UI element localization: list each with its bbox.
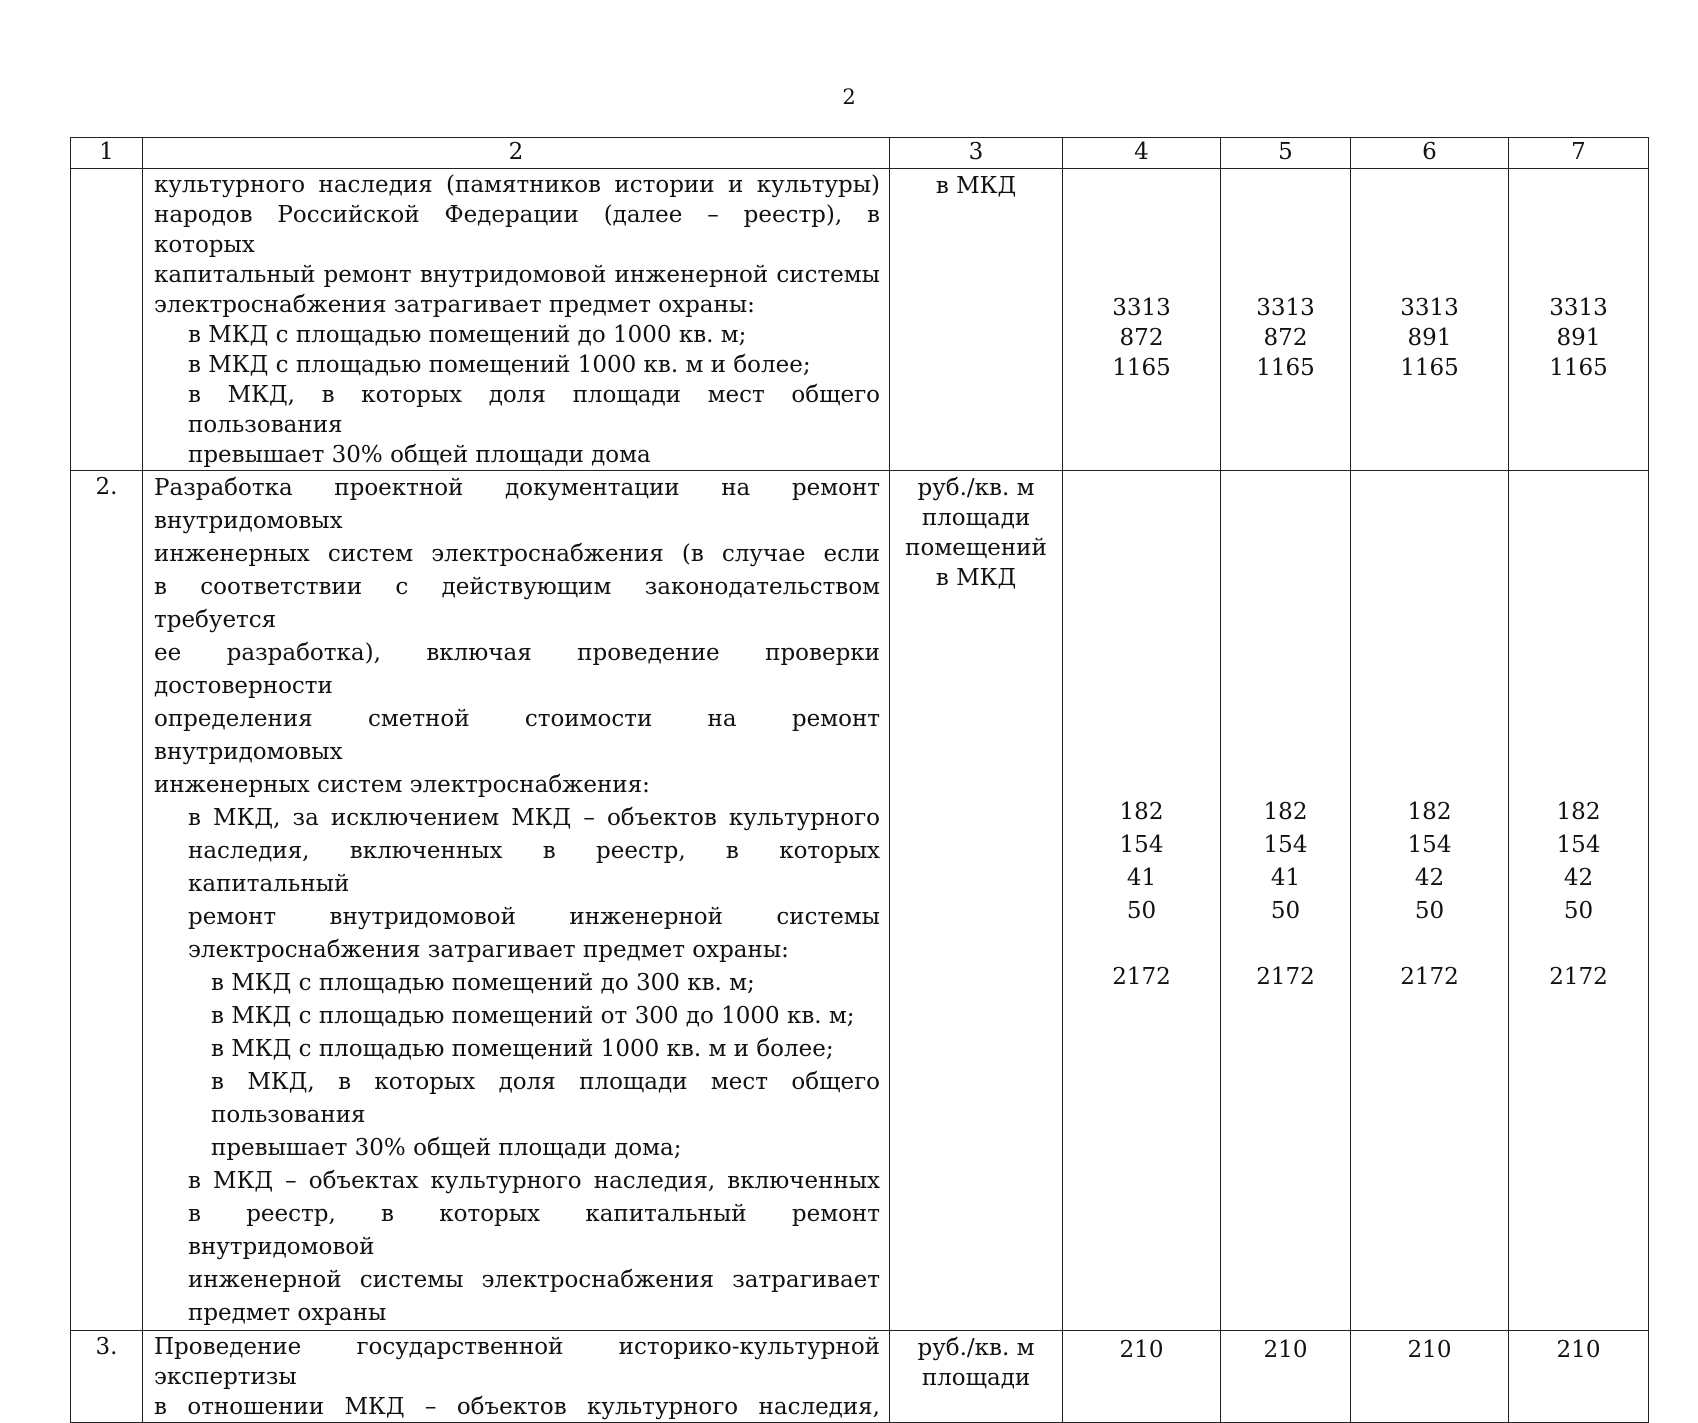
value: 154: [1556, 832, 1601, 858]
value-cell-col-6: [1351, 169, 1509, 471]
row-number: 3.: [71, 1331, 143, 1423]
row-description: [143, 169, 890, 471]
desc-line: электроснабжения затрагивает предмет охраны:: [154, 292, 755, 318]
value-cell-col-6: [1351, 1331, 1509, 1423]
value-cell-col-4: [1063, 1331, 1221, 1423]
value: 182: [1407, 799, 1452, 825]
value: 42: [1414, 865, 1445, 891]
table-row-3: [71, 1331, 1649, 1423]
value: 50: [1414, 898, 1445, 924]
value: 1165: [1256, 355, 1315, 381]
value-cell-col-7: [1509, 471, 1649, 1331]
value: 891: [1556, 325, 1601, 351]
value: 182: [1263, 799, 1308, 825]
value: 891: [1407, 325, 1452, 351]
page-number: 2: [842, 85, 856, 109]
value: 154: [1119, 832, 1164, 858]
header-col-4: 4: [1063, 138, 1221, 169]
desc-line: Разработка проектной документации на ремонт внутридомовых: [154, 475, 880, 534]
value: 2172: [1549, 964, 1608, 990]
value: 210: [1407, 1337, 1452, 1363]
unit-line: помещений: [905, 535, 1047, 561]
value: 41: [1126, 865, 1157, 891]
desc-line: народов Российской Федерации (далее – реестр), в которых: [154, 202, 880, 258]
desc-line: в МКД, в которых доля площади мест общего пользования: [188, 382, 880, 438]
value: 50: [1563, 898, 1594, 924]
desc-line: в МКД с площадью помещений 1000 кв. м и более;: [211, 1036, 834, 1062]
unit-line: в МКД: [935, 173, 1017, 199]
desc-line: капитальный ремонт внутридомовой инженерной системы: [154, 262, 880, 288]
row-number: 2.: [71, 471, 143, 1331]
value: 872: [1119, 325, 1164, 351]
unit-line: площади: [921, 505, 1031, 531]
value: 2172: [1256, 964, 1315, 990]
desc-line: в МКД с площадью помещений до 300 кв. м;: [211, 970, 755, 996]
desc-line: в МКД с площадью помещений до 1000 кв. м;: [188, 322, 747, 348]
value-cell-col-4: [1063, 471, 1221, 1331]
value: 3313: [1256, 295, 1315, 321]
unit-cell: [890, 1331, 1063, 1423]
value-cell-col-5: [1221, 1331, 1351, 1423]
value: 210: [1119, 1337, 1164, 1363]
desc-line: в реестр, в которых капитальный ремонт внутридомовой: [188, 1201, 880, 1260]
desc-line: в МКД, в которых доля площади мест общего пользования: [211, 1069, 880, 1128]
value: 50: [1270, 898, 1301, 924]
value: 2172: [1112, 964, 1171, 990]
desc-line: в МКД с площадью помещений 1000 кв. м и более;: [188, 352, 811, 378]
value: 1165: [1549, 355, 1608, 381]
value: 1165: [1112, 355, 1171, 381]
unit-line: руб./кв. м: [917, 1335, 1035, 1361]
header-col-5: 5: [1221, 138, 1351, 169]
value: 872: [1263, 325, 1308, 351]
desc-line: в МКД – объектах культурного наследия, включенных: [188, 1168, 880, 1194]
value: 41: [1270, 865, 1301, 891]
desc-line: превышает 30% общей площади дома: [188, 442, 651, 468]
value: 42: [1563, 865, 1594, 891]
value: 3313: [1112, 295, 1171, 321]
unit-line: руб./кв. м: [917, 475, 1035, 501]
tariff-table: [70, 137, 1649, 1423]
row-description: [143, 1331, 890, 1423]
desc-line: инженерных систем электроснабжения (в случае если: [154, 541, 880, 567]
table-row-continued: [71, 169, 1649, 471]
header-col-3: 3: [890, 138, 1063, 169]
desc-line: культурного наследия (памятников истории и культуры): [154, 172, 880, 198]
desc-line: ее разработка), включая проведение проверки достоверности: [154, 640, 880, 699]
desc-line: ремонт внутридомовой инженерной системы: [188, 904, 880, 930]
value: 50: [1126, 898, 1157, 924]
desc-line: в отношении МКД – объектов культурного наследия,: [154, 1394, 880, 1420]
value: 182: [1119, 799, 1164, 825]
header-col-6: 6: [1351, 138, 1509, 169]
desc-line: предмет охраны: [188, 1300, 387, 1326]
header-col-1: 1: [71, 138, 143, 169]
value: 1165: [1400, 355, 1459, 381]
desc-line: инженерных систем электроснабжения:: [154, 772, 650, 798]
table-row-2: [71, 471, 1649, 1331]
unit-line: в МКД: [935, 565, 1017, 591]
value: 154: [1263, 832, 1308, 858]
value-cell-col-4: [1063, 169, 1221, 471]
value-cell-col-7: [1509, 169, 1649, 471]
desc-line: определения сметной стоимости на ремонт внутридомовых: [154, 706, 880, 765]
value-cell-col-5: [1221, 471, 1351, 1331]
desc-line: в МКД с площадью помещений от 300 до 1000 кв. м;: [211, 1003, 855, 1029]
value-cell-col-7: [1509, 1331, 1649, 1423]
header-col-7: 7: [1509, 138, 1649, 169]
value: 210: [1556, 1337, 1601, 1363]
header-col-2: 2: [143, 138, 890, 169]
value-cell-col-5: [1221, 169, 1351, 471]
desc-line: наследия, включенных в реестр, в которых капитальный: [188, 838, 880, 897]
unit-line: площади: [921, 1365, 1031, 1391]
value: 2172: [1400, 964, 1459, 990]
value: 182: [1556, 799, 1601, 825]
value: 3313: [1549, 295, 1608, 321]
desc-line: электроснабжения затрагивает предмет охраны:: [188, 937, 789, 963]
desc-line: в соответствии с действующим законодательством требуется: [154, 574, 880, 633]
header-row: [71, 138, 1649, 169]
value-cell-col-6: [1351, 471, 1509, 1331]
value: 3313: [1400, 295, 1459, 321]
value: 154: [1407, 832, 1452, 858]
unit-cell: [890, 471, 1063, 1331]
desc-line: в МКД, за исключением МКД – объектов культурного: [188, 805, 880, 831]
unit-cell: [890, 169, 1063, 471]
desc-line: инженерной системы электроснабжения затрагивает: [188, 1267, 880, 1293]
desc-line: Проведение государственной историко-культурной экспертизы: [154, 1334, 880, 1390]
value: 210: [1263, 1337, 1308, 1363]
row-description: [143, 471, 890, 1331]
desc-line: превышает 30% общей площади дома;: [211, 1135, 682, 1161]
row-number: [71, 169, 143, 471]
